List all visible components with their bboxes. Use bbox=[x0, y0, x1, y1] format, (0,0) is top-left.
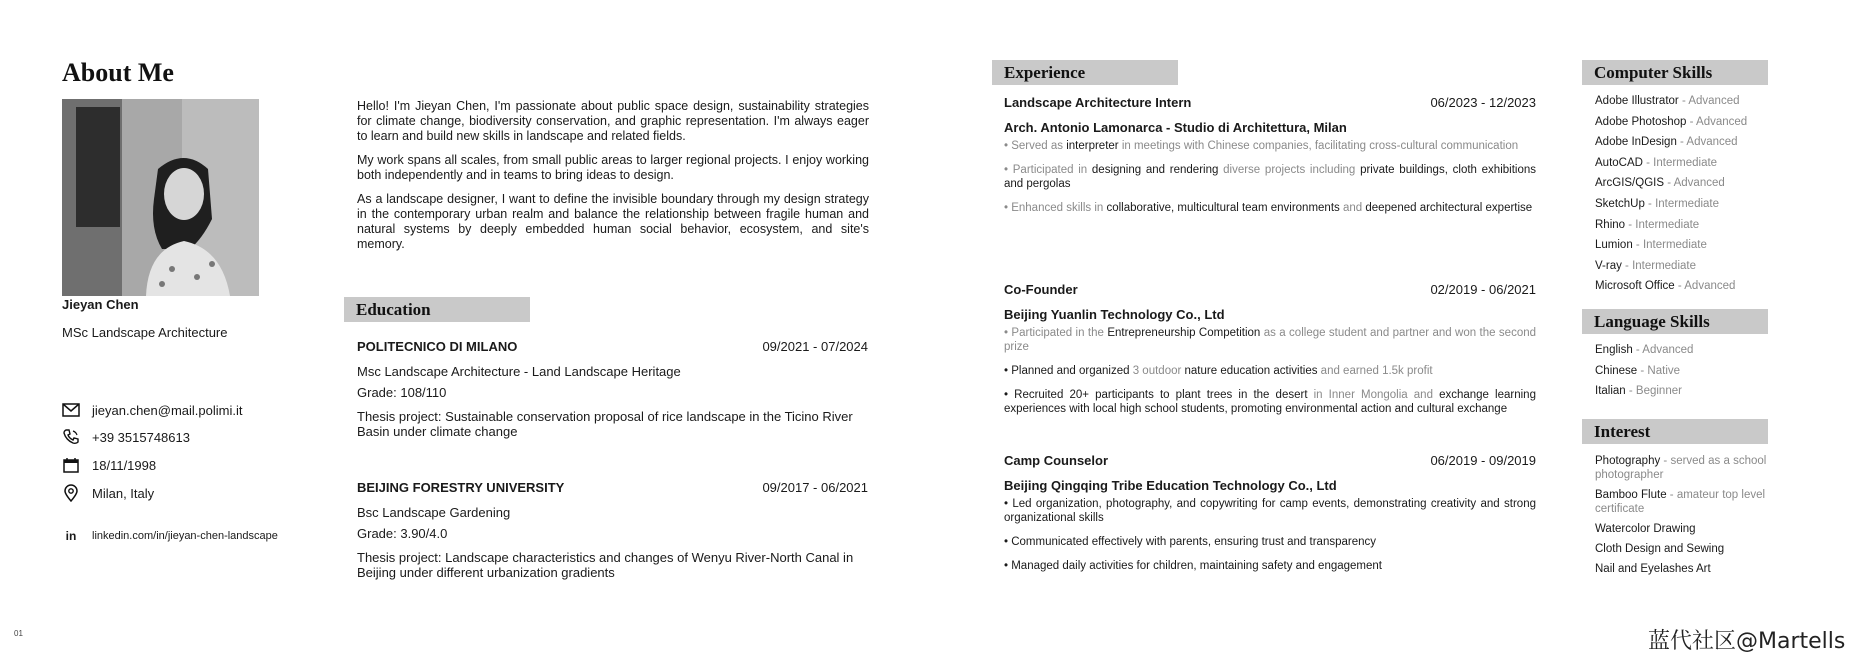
email-text[interactable]: jieyan.chen@mail.polimi.it bbox=[92, 402, 243, 418]
watermark: 蓝代社区@Martells bbox=[1648, 629, 1846, 654]
skill-item: ArcGIS/QGIS - Advanced bbox=[1595, 177, 1725, 190]
education-thesis: Thesis project: Landscape characteristics and changes of Wenyu River-North Canal in Beijing under different urbanization gradients bbox=[357, 550, 854, 580]
job-bullet: • Planned and organized 3 outdoor nature education activities and earned 1.5k profit bbox=[1004, 365, 1433, 377]
contact-location bbox=[62, 484, 154, 502]
language-skills-list bbox=[1595, 343, 1768, 405]
education-item bbox=[357, 339, 868, 439]
job-bullet: • Communicated effectively with parents, ensuring trust and transparency bbox=[1004, 536, 1376, 548]
skill-item: SketchUp - Intermediate bbox=[1595, 197, 1720, 210]
language-item: Chinese - Native bbox=[1595, 364, 1681, 377]
contact-birthday bbox=[62, 456, 156, 474]
job-bullet: • Served as interpreter in meetings with Chinese companies, facilitating cross-cultural communication bbox=[1004, 140, 1519, 152]
education-item bbox=[357, 480, 868, 580]
skill-item: V-ray - Intermediate bbox=[1595, 259, 1696, 272]
linkedin-icon: in bbox=[65, 529, 77, 543]
education-grade: Grade: 3.90/4.0 bbox=[357, 526, 448, 541]
job-bullet: • Enhanced skills in collaborative, multicultural team environments and deepened architectural expertise bbox=[1004, 202, 1533, 214]
interest-item: Watercolor Drawing bbox=[1595, 523, 1696, 535]
intro-paragraph: Hello! I'm Jieyan Chen, I'm passionate about public space design, sustainability strategies for climate change, biodiversity conservation, and graphic representation. I'm always eager to learn and build new skills in landscape and related fields. bbox=[357, 99, 869, 143]
job-company: Beijing Qingqing Tribe Education Technology Co., Ltd bbox=[1004, 478, 1337, 493]
phone-icon bbox=[62, 428, 80, 446]
skill-item: Rhino - Intermediate bbox=[1595, 218, 1700, 231]
job-bullet: • Managed daily activities for children, maintaining safety and engagement bbox=[1004, 560, 1382, 572]
skill-item: Adobe InDesign - Advanced bbox=[1595, 136, 1738, 149]
job-bullet: • Participated in designing and rendering diverse projects including private buildings, cloth exhibitions and pergolas bbox=[1004, 164, 1536, 190]
mail-icon bbox=[62, 401, 80, 419]
experience-item bbox=[1004, 453, 1536, 573]
phone-text[interactable]: +39 3515748613 bbox=[92, 429, 190, 445]
interest-item: Nail and Eyelashes Art bbox=[1595, 563, 1711, 575]
job-company: Arch. Antonio Lamonarca - Studio di Architettura, Milan bbox=[1004, 120, 1347, 135]
person-degree: MSc Landscape Architecture bbox=[62, 325, 228, 340]
skill-item: AutoCAD - Intermediate bbox=[1595, 156, 1718, 169]
education-grade: Grade: 108/110 bbox=[357, 385, 447, 400]
interest-item: Bamboo Flute - amateur top level certificate bbox=[1595, 489, 1766, 515]
skill-item: Microsoft Office - Advanced bbox=[1595, 280, 1736, 293]
linkedin-text[interactable]: linkedin.com/in/jieyan-chen-landscape bbox=[92, 530, 278, 542]
computer-skills-heading: Computer Skills bbox=[1582, 60, 1768, 85]
interest-list bbox=[1595, 454, 1768, 582]
school-name: POLITECNICO DI MILANO bbox=[357, 339, 518, 354]
job-bullet: • Recruited 20+ participants to plant trees in the desert in Inner Mongolia and exchange learning experiences with local high school students, promoting environmental action and cultural exchange bbox=[1004, 389, 1536, 415]
portrait-illustration bbox=[62, 99, 259, 296]
education-thesis: Thesis project: Sustainable conservation proposal of rice landscape in the Ticino River Basin under climate change bbox=[357, 409, 853, 439]
intro-text bbox=[357, 99, 869, 261]
experience-item bbox=[1004, 282, 1536, 416]
language-skills-heading: Language Skills bbox=[1582, 309, 1768, 334]
location-text: Milan, Italy bbox=[92, 485, 155, 501]
skill-item: Adobe Photoshop - Advanced bbox=[1595, 115, 1748, 128]
person-name: Jieyan Chen bbox=[62, 297, 139, 312]
education-heading: Education bbox=[344, 297, 530, 322]
contact-phone[interactable] bbox=[62, 428, 190, 446]
education-program: Bsc Landscape Gardening bbox=[357, 505, 511, 520]
job-bullet: • Led organization, photography, and copywriting for camp events, demonstrating creativity and strong organizational skills bbox=[1004, 498, 1536, 524]
language-item: Italian - Beginner bbox=[1595, 385, 1682, 398]
experience-item bbox=[1004, 95, 1536, 215]
language-item: English - Advanced bbox=[1595, 344, 1694, 356]
interest-item: Cloth Design and Sewing bbox=[1595, 543, 1725, 555]
intro-paragraph: My work spans all scales, from small public areas to larger regional projects. I enjoy working both independently and in teams to bring ideas to design. bbox=[357, 153, 869, 182]
location-pin-icon bbox=[62, 484, 80, 502]
job-role: Landscape Architecture Intern bbox=[1004, 95, 1192, 110]
interest-item: Photography - served as a school photographer bbox=[1595, 455, 1767, 481]
contact-linkedin[interactable] bbox=[62, 527, 278, 545]
page-number: 01 bbox=[14, 629, 23, 638]
calendar-icon bbox=[62, 456, 80, 474]
job-dates: 06/2019 - 09/2019 bbox=[1430, 453, 1536, 468]
education-dates: 09/2021 - 07/2024 bbox=[762, 339, 868, 354]
job-dates: 02/2019 - 06/2021 bbox=[1430, 282, 1536, 297]
interest-heading: Interest bbox=[1582, 419, 1768, 444]
birthday-text: 18/11/1998 bbox=[92, 457, 157, 473]
skill-item: Lumion - Intermediate bbox=[1595, 239, 1707, 252]
education-program: Msc Landscape Architecture - Land Landscape Heritage bbox=[357, 364, 681, 379]
contact-email[interactable] bbox=[62, 401, 242, 419]
profile-photo bbox=[62, 99, 259, 296]
job-role: Co-Founder bbox=[1004, 282, 1078, 297]
job-company: Beijing Yuanlin Technology Co., Ltd bbox=[1004, 307, 1225, 322]
about-heading: About Me bbox=[62, 58, 174, 87]
intro-paragraph: As a landscape designer, I want to define the invisible boundary through my design strategy in the contemporary urban realm and balance the relationship between fragile human and natural systems by deeply embedded human social behavior, ecosystem, and site's memory. bbox=[357, 192, 869, 251]
computer-skills-list bbox=[1595, 94, 1768, 300]
job-dates: 06/2023 - 12/2023 bbox=[1430, 95, 1536, 110]
job-bullet: • Participated in the Entrepreneurship Competition as a college student and partner and won the second prize bbox=[1004, 327, 1537, 353]
skill-item: Adobe Illustrator - Advanced bbox=[1595, 95, 1740, 107]
education-dates: 09/2017 - 06/2021 bbox=[762, 480, 868, 495]
school-name: BEIJING FORESTRY UNIVERSITY bbox=[357, 480, 565, 495]
job-role: Camp Counselor bbox=[1004, 453, 1109, 468]
experience-heading: Experience bbox=[992, 60, 1178, 85]
